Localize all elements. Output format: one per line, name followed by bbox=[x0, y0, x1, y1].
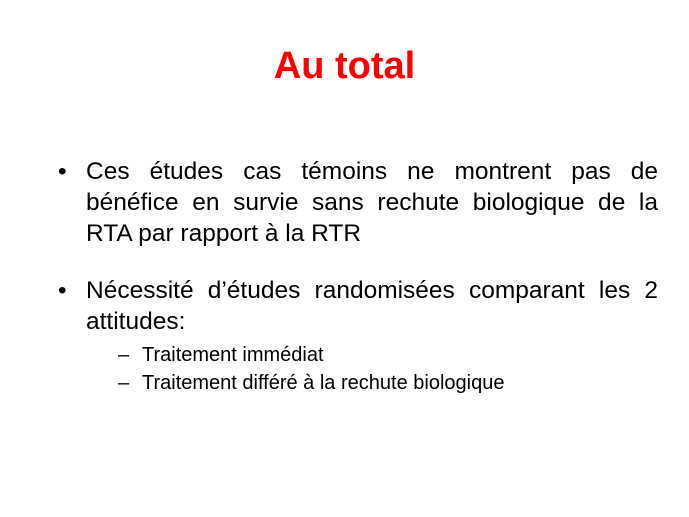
sub-bullet-item bbox=[86, 369, 658, 397]
slide-body bbox=[58, 156, 658, 397]
bullet-text: Nécessité d’études randomisées comparant les 2 attitudes: bbox=[86, 277, 658, 335]
dash-icon: – bbox=[118, 344, 130, 366]
bullet-item bbox=[58, 156, 658, 249]
bullet-text: Ces études cas témoins ne montrent pas de bénéfice en survie sans rechute biologique de la RTA par rapport à la RTR bbox=[86, 158, 658, 247]
slide-title: Au total bbox=[273, 45, 416, 87]
sub-bullet-list bbox=[86, 341, 658, 397]
bullet-dot-icon: • bbox=[58, 158, 67, 185]
sub-bullet-text: Traitement immédiat bbox=[142, 344, 324, 366]
dash-icon: – bbox=[118, 372, 130, 394]
bullet-dot-icon: • bbox=[58, 277, 67, 304]
bullet-item bbox=[58, 275, 658, 397]
sub-bullet-item bbox=[86, 341, 658, 369]
sub-bullet-text: Traitement différé à la rechute biologique bbox=[142, 372, 505, 394]
